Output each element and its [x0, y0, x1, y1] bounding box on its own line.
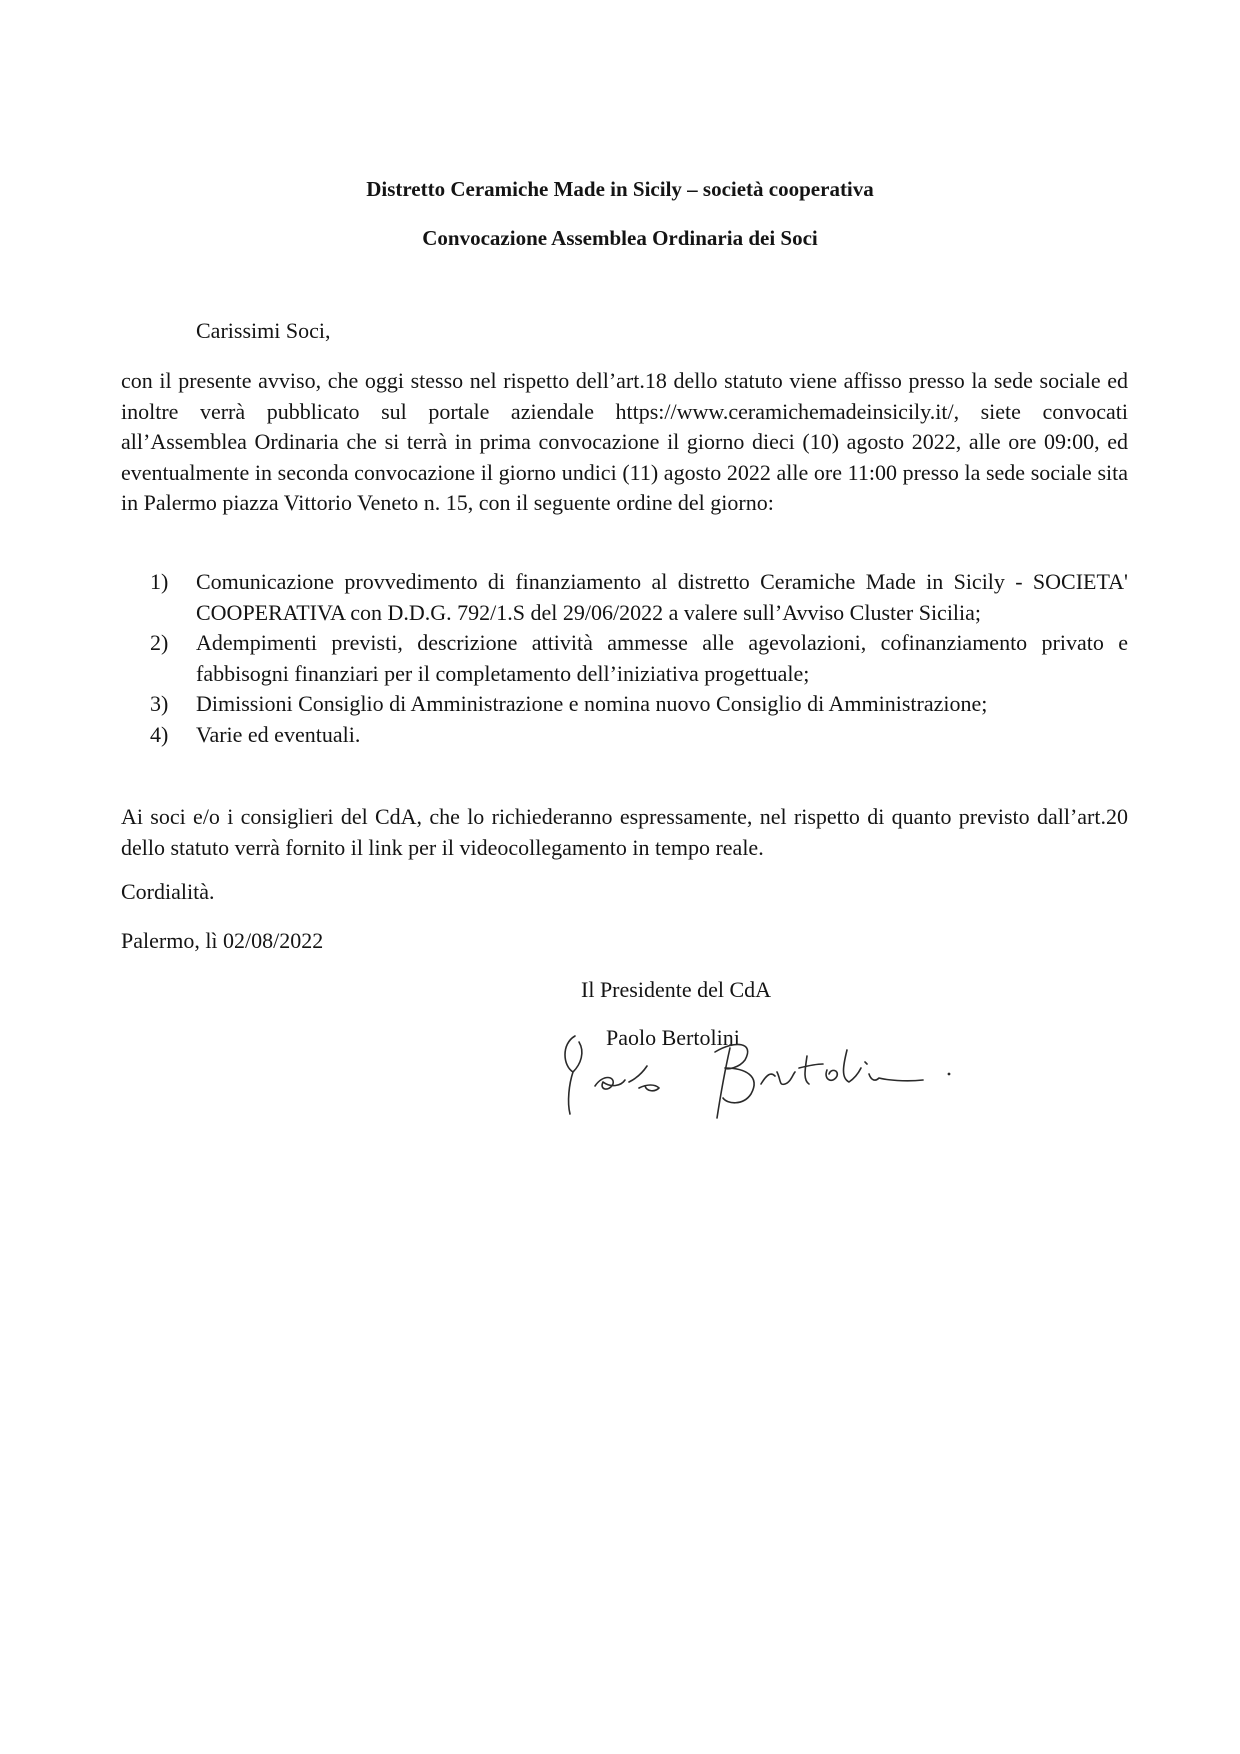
agenda-item: [150, 628, 1128, 689]
signatory-name: Paolo Bertolini: [606, 1025, 740, 1050]
document-subtitle: Convocazione Assemblea Ordinaria dei Soci: [422, 226, 818, 250]
agenda-item-text: Adempimenti previsti, descrizione attività ammesse alle agevolazioni, cofinanziamento privato e fabbisogni finanziari per il completamento dell’iniziativa progettuale;: [196, 630, 1128, 686]
agenda-item: [150, 567, 1128, 628]
document-title: Distretto Ceramiche Made in Sicily – società cooperativa: [366, 177, 874, 201]
place-date: Palermo, lì 02/08/2022: [121, 928, 324, 953]
agenda-item-number: 1): [150, 569, 169, 594]
closing-paragraph: Ai soci e/o i consiglieri del CdA, che lo richiederanno espressamente, nel rispetto di quanto previsto dall’art.20 dello statuto verrà fornito il link per il videocollegamento in tempo reale.: [121, 804, 1128, 860]
salutation: Carissimi Soci,: [196, 318, 331, 343]
agenda-item-text: Dimissioni Consiglio di Amministrazione e nomina nuovo Consiglio di Amministrazione;: [196, 691, 988, 716]
greeting: Cordialità.: [121, 879, 215, 904]
signatory-role: Il Presidente del CdA: [581, 977, 772, 1002]
agenda-item-text: Comunicazione provvedimento di finanziamento al distretto Ceramiche Made in Sicily - SOCIETA' COOPERATIVA con D.D.G. 792/1.S del 29/06/2022 a valere sull’Avviso Cluster Sicilia;: [196, 569, 1128, 625]
agenda-item-text: Varie ed eventuali.: [196, 721, 361, 747]
agenda-item: [150, 689, 1128, 720]
agenda-item: [150, 720, 1128, 751]
agenda-item-number: 2): [150, 630, 169, 655]
body-paragraph: con il presente avviso, che oggi stesso nel rispetto dell’art.18 dello statuto viene affisso presso la sede sociale ed inoltre verrà pubblicato sul portale aziendale https://www.ceramichemadeinsicily.it/, siete convocati all’Assemblea Ordinaria che si terrà in prima convocazione il giorno dieci (10) agosto 2022, alle ore 09:00, ed eventualmente in seconda convocazione il giorno undici (11) agosto 2022 alle ore 11:00 presso la sede sociale sita in Palermo piazza Vittorio Veneto n. 15, con il seguente ordine del giorno:: [121, 368, 1128, 515]
agenda-list: [150, 567, 1128, 750]
agenda-item-number: 4): [150, 721, 169, 747]
handwritten-signature: [555, 1022, 975, 1132]
agenda-item-number: 3): [150, 691, 169, 716]
